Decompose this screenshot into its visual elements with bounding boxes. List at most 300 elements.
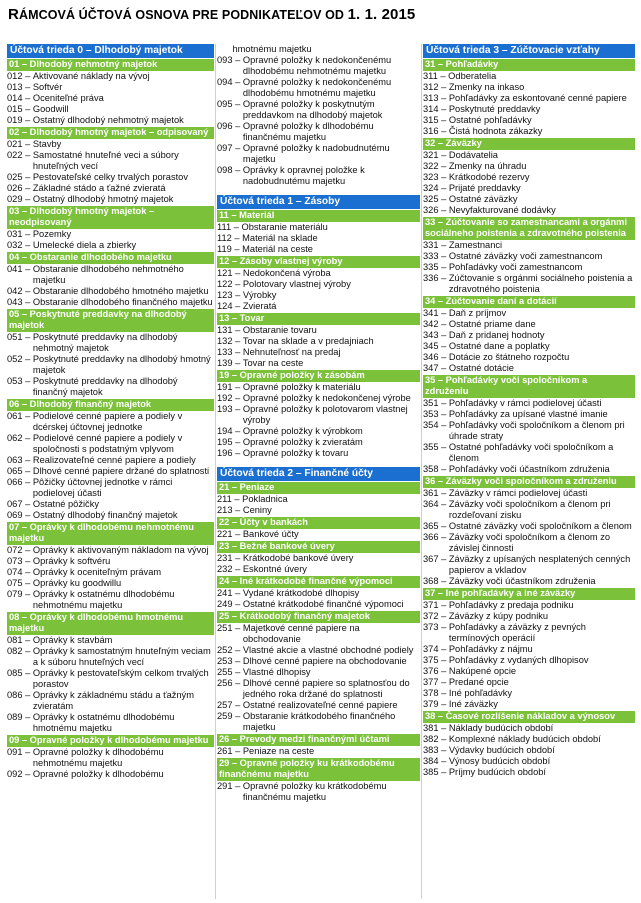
account-class-heading: Účtová trieda 0 – Dlhodobý majetok	[7, 44, 214, 58]
account-row	[423, 644, 635, 655]
account-name: Ostatné záväzky voči spoločníkom a členom	[448, 521, 632, 531]
account-code: 358 –	[423, 464, 449, 474]
account-row	[423, 341, 635, 352]
account-name: Záväzky z upísaných nesplatených cenných papierov a vkladov	[448, 554, 631, 575]
account-row	[217, 143, 420, 165]
account-row	[7, 376, 214, 398]
account-code: 192 –	[217, 393, 243, 403]
account-group-heading: 08 – Oprávky k dlhodobému hmotnému majetku	[7, 611, 214, 635]
account-name: Daň z príjmov	[448, 308, 507, 318]
account-code: 355 –	[423, 442, 449, 452]
account-code: 256 –	[217, 678, 243, 688]
account-row	[423, 734, 635, 745]
account-row	[423, 240, 635, 251]
account-row	[423, 655, 635, 666]
account-row	[423, 126, 635, 137]
page-title	[8, 6, 415, 23]
account-name: Zmenky na úhradu	[448, 161, 527, 171]
title-initial: R	[8, 6, 19, 23]
account-row	[217, 301, 420, 312]
account-name: Obstaranie dlhodobého nehmotného majetku	[32, 264, 184, 285]
account-row	[423, 600, 635, 611]
account-code: 096 –	[217, 121, 243, 131]
account-name: Ostatný dlhodobý finančný majetok	[32, 510, 178, 520]
account-code	[217, 44, 233, 55]
account-name: Pohľadávky z nájmu	[448, 644, 533, 654]
account-name: Ostatné priame dane	[448, 319, 536, 329]
account-name: Pohľadávky za eskontované cenné papiere	[448, 93, 627, 103]
account-code: 255 –	[217, 667, 243, 677]
account-row	[423, 420, 635, 442]
account-name: Pestovateľské celky trvalých porastov	[32, 172, 189, 182]
account-code: 372 –	[423, 611, 449, 621]
account-code: 072 –	[7, 545, 33, 555]
account-name: Pohľadávky voči spoločníkom a členom pri úhrade straty	[448, 420, 625, 441]
account-row	[7, 71, 214, 82]
account-row	[423, 172, 635, 183]
column-1	[7, 44, 214, 899]
column-divider	[215, 44, 216, 899]
account-name: Bankové účty	[242, 529, 299, 539]
account-name: Materiál na ceste	[242, 244, 313, 254]
account-code: 232 –	[217, 564, 243, 574]
account-name: Čistá hodnota zákazky	[448, 126, 543, 136]
account-row	[7, 466, 214, 477]
account-row	[217, 437, 420, 448]
account-row	[7, 477, 214, 499]
account-name: Tovar na ceste	[242, 358, 304, 368]
account-row	[217, 448, 420, 459]
account-name: Oprávky ku goodwillu	[32, 578, 122, 588]
account-code: 019 –	[7, 115, 33, 125]
account-row	[423, 622, 635, 644]
account-code: 374 –	[423, 644, 449, 654]
account-name: Dlhové cenné papiere na obchodovanie	[242, 656, 407, 666]
account-code: 366 –	[423, 532, 449, 542]
account-name: Tovar na sklade a v predajniach	[242, 336, 374, 346]
account-row	[423, 150, 635, 161]
account-name: Zúčtovanie s orgánmi sociálneho poistenia a zdravotného poistenia	[448, 273, 633, 294]
account-code: 231 –	[217, 553, 243, 563]
account-row	[217, 700, 420, 711]
account-name: Opravné položky k zvieratám	[242, 437, 363, 447]
account-name: Pohľadávky z predaja podniku	[448, 600, 574, 610]
account-name: Dlhové cenné papiere so splatnosťou do jedného roka držané do splatnosti	[242, 678, 410, 699]
account-code: 249 –	[217, 599, 243, 609]
account-code: 029 –	[7, 194, 33, 204]
account-name: Pohľadávky z vydaných dlhopisov	[448, 655, 589, 665]
account-name: Ostatné krátkodobé finančné výpomoci	[242, 599, 404, 609]
account-row	[217, 233, 420, 244]
account-row	[7, 82, 214, 93]
account-code: 067 –	[7, 499, 33, 509]
account-row	[423, 409, 635, 420]
account-name: Opravné položky k dlhodobému finančnému majetku	[242, 121, 374, 142]
account-code: 098 –	[217, 165, 243, 175]
account-name: Nedokončená výroba	[242, 268, 331, 278]
account-row	[423, 115, 635, 126]
account-row	[217, 678, 420, 700]
account-name: Oprávky k ostatnému dlhodobému hmotnému majetku	[32, 712, 175, 733]
account-group-heading: 11 – Materiál	[217, 209, 420, 222]
account-name: Krátkodobé rezervy	[448, 172, 530, 182]
account-code: 253 –	[217, 656, 243, 666]
account-code: 353 –	[423, 409, 449, 419]
account-code: 347 –	[423, 363, 449, 373]
account-code: 313 –	[423, 93, 449, 103]
account-name: Vydané krátkodobé dlhopisy	[242, 588, 360, 598]
account-name: Opravné položky k nadobudnutému majetku	[242, 143, 390, 164]
account-row	[423, 677, 635, 688]
account-name: Odberatelia	[448, 71, 497, 81]
account-row	[7, 150, 214, 172]
account-name: Poskytnuté preddavky na dlhodobý nehmotný majetok	[32, 332, 178, 353]
account-code: 221 –	[217, 529, 243, 539]
account-name: Komplexné náklady budúcich období	[448, 734, 601, 744]
account-code: 063 –	[7, 455, 33, 465]
account-code: 193 –	[217, 404, 243, 414]
account-code: 191 –	[217, 382, 243, 392]
account-code: 251 –	[217, 623, 243, 633]
account-name: Ostatné záväzky voči zamestnancom	[448, 251, 603, 261]
account-code: 373 –	[423, 622, 449, 632]
account-name: Opravné položky k výrobkom	[242, 426, 363, 436]
account-name: Základné stádo a ťažné zvieratá	[32, 183, 166, 193]
account-code: 211 –	[217, 494, 243, 504]
account-row	[423, 723, 635, 734]
account-code: 123 –	[217, 290, 243, 300]
account-row	[217, 746, 420, 757]
section-spacer	[217, 187, 420, 195]
account-row	[217, 325, 420, 336]
account-name: Materiál na sklade	[242, 233, 318, 243]
column-divider	[421, 44, 422, 899]
account-code: 333 –	[423, 251, 449, 261]
account-name: Oprávky k stavbám	[32, 635, 113, 645]
account-code: 364 –	[423, 499, 449, 509]
account-name: Opravné položky k dlhodobému	[32, 769, 164, 779]
account-row	[217, 244, 420, 255]
account-name: Realizovateľné cenné papiere a podiely	[32, 455, 196, 465]
account-code: 375 –	[423, 655, 449, 665]
account-row	[217, 656, 420, 667]
account-code: 092 –	[7, 769, 33, 779]
account-code: 379 –	[423, 699, 449, 709]
account-code: 325 –	[423, 194, 449, 204]
account-name: Dodávatelia	[448, 150, 498, 160]
account-row	[7, 455, 214, 466]
account-row	[217, 347, 420, 358]
account-row	[7, 286, 214, 297]
account-code: 354 –	[423, 420, 449, 430]
account-name: Vlastné akcie a vlastné obchodné podiely	[242, 645, 414, 655]
account-code: 194 –	[217, 426, 243, 436]
account-code: 124 –	[217, 301, 243, 311]
account-row	[423, 308, 635, 319]
account-code: 345 –	[423, 341, 449, 351]
account-code: 022 –	[7, 150, 33, 160]
account-code: 323 –	[423, 172, 449, 182]
account-row	[217, 529, 420, 540]
account-code: 021 –	[7, 139, 33, 149]
account-row	[217, 393, 420, 404]
account-name: Polotovary vlastnej výroby	[242, 279, 351, 289]
account-row	[423, 756, 635, 767]
account-row	[217, 44, 420, 55]
account-row	[7, 297, 214, 308]
account-row	[7, 589, 214, 611]
account-code: 257 –	[217, 700, 243, 710]
account-code: 311 –	[423, 71, 449, 81]
account-name: Obstaranie dlhodobého hmotného majetku	[32, 286, 209, 296]
account-row	[423, 194, 635, 205]
account-code: 112 –	[217, 233, 243, 243]
account-code: 132 –	[217, 336, 243, 346]
account-code: 322 –	[423, 161, 449, 171]
account-group-heading: 02 – Dlhodobý hmotný majetok – odpisovaný	[7, 126, 214, 139]
account-name: Ostatné dane a poplatky	[448, 341, 550, 351]
account-code: 111 –	[217, 222, 242, 232]
account-name: Dotácie zo štátneho rozpočtu	[448, 352, 570, 362]
account-row	[217, 99, 420, 121]
account-name: Ostatné pôžičky	[32, 499, 99, 509]
account-group-heading: 05 – Poskytnuté preddavky na dlhodobý majetok	[7, 308, 214, 332]
account-code: 384 –	[423, 756, 449, 766]
account-group-heading: 13 – Tovar	[217, 312, 420, 325]
account-row	[423, 82, 635, 93]
account-row	[217, 268, 420, 279]
account-row	[7, 229, 214, 240]
account-group-heading: 37 – Iné pohľadávky a iné záväzky	[423, 587, 635, 600]
account-code: 314 –	[423, 104, 449, 114]
account-code: 365 –	[423, 521, 449, 531]
account-code: 065 –	[7, 466, 33, 476]
account-code: 315 –	[423, 115, 449, 125]
account-name: Goodwill	[32, 104, 69, 114]
account-group-heading: 31 – Pohľadávky	[423, 58, 635, 71]
account-code: 312 –	[423, 82, 449, 92]
account-row	[7, 499, 214, 510]
account-class-heading: Účtová trieda 3 – Zúčtovacie vzťahy	[423, 44, 635, 58]
account-code: 053 –	[7, 376, 33, 386]
account-row	[423, 576, 635, 587]
account-row	[7, 769, 214, 780]
account-code: 066 –	[7, 477, 33, 487]
account-row	[217, 645, 420, 656]
account-row	[7, 115, 214, 126]
account-row	[7, 747, 214, 769]
account-row	[7, 93, 214, 104]
account-row	[7, 712, 214, 734]
title-text: ÁMCOVÁ ÚČTOVÁ OSNOVA PRE PODNIKATEĽOV OD	[18, 8, 348, 22]
account-code: 361 –	[423, 488, 449, 498]
account-name: Ostatné dotácie	[448, 363, 514, 373]
account-row	[217, 290, 420, 301]
account-code: 025 –	[7, 172, 33, 182]
account-row	[423, 273, 635, 295]
account-code: 196 –	[217, 448, 243, 458]
account-code: 324 –	[423, 183, 449, 193]
account-row	[7, 578, 214, 589]
account-name: Záväzky voči spoločníkom a členom pri rozdeľovaní zisku	[448, 499, 611, 520]
account-name: Obstaranie krátkodobého finančného majetku	[242, 711, 396, 732]
account-code: 331 –	[423, 240, 449, 250]
account-name: Poskytnuté preddavky	[448, 104, 541, 114]
account-code: 086 –	[7, 690, 33, 700]
account-name: Iné záväzky	[448, 699, 498, 709]
account-code: 081 –	[7, 635, 33, 645]
account-group-heading: 34 – Zúčtovanie daní a dotácií	[423, 295, 635, 308]
account-row	[217, 505, 420, 516]
account-row	[423, 363, 635, 374]
column-3	[423, 44, 635, 899]
account-row	[423, 499, 635, 521]
account-name: Opravné položky k materiálu	[242, 382, 361, 392]
account-row	[217, 711, 420, 733]
account-group-heading: 36 – Záväzky voči spoločníkom a združeniu	[423, 475, 635, 488]
account-name: Podielové cenné papiere a podiely v dcérskej účtovnej jednotke	[32, 411, 183, 432]
account-group-heading: 29 – Opravné položky ku krátkodobému finančnému majetku	[217, 757, 420, 781]
account-code: 241 –	[217, 588, 243, 598]
account-code: 368 –	[423, 576, 449, 586]
account-name: Oprávky k ostatnému dlhodobému nehmotnému majetku	[32, 589, 175, 610]
account-code: 291 –	[217, 781, 243, 791]
account-group-heading: 24 – Iné krátkodobé finančné výpomoci	[217, 575, 420, 588]
account-code: 377 –	[423, 677, 449, 687]
account-row	[217, 55, 420, 77]
account-row	[423, 532, 635, 554]
account-row	[423, 488, 635, 499]
account-row	[7, 354, 214, 376]
account-code: 381 –	[423, 723, 449, 733]
account-name: Opravné položky k nedokončenému dlhodobému hmotnému majetku	[242, 77, 392, 98]
account-code: 074 –	[7, 567, 33, 577]
account-row	[423, 699, 635, 710]
account-name: Pohľadávky v rámci podielovej účasti	[448, 398, 602, 408]
account-name: Oprávky k základnému stádu a ťažným zvieratám	[32, 690, 194, 711]
account-name: Stavby	[32, 139, 62, 149]
account-code: 082 –	[7, 646, 33, 656]
account-name: Ostatný dlhodobý nehmotný majetok	[32, 115, 184, 125]
account-row	[423, 611, 635, 622]
account-name: Zvieratá	[242, 301, 277, 311]
column-2	[217, 44, 420, 899]
account-code: 026 –	[7, 183, 33, 193]
account-name: Nakúpené opcie	[448, 666, 517, 676]
account-row	[7, 690, 214, 712]
account-code: 079 –	[7, 589, 33, 599]
account-code: 032 –	[7, 240, 33, 250]
account-name: Opravné položky k polotovarom vlastnej výroby	[242, 404, 408, 425]
account-code: 073 –	[7, 556, 33, 566]
account-name: Podielové cenné papiere a podiely v spoločnosti s podstatným vplyvom	[32, 433, 183, 454]
account-name: Pokladnica	[242, 494, 288, 504]
account-row	[423, 262, 635, 273]
account-row	[217, 426, 420, 437]
account-name: Opravné položky k nedokončenému dlhodobému nehmotnému majetku	[242, 55, 392, 76]
account-row	[7, 510, 214, 521]
account-code: 326 –	[423, 205, 449, 215]
account-row	[423, 71, 635, 82]
account-name: Ostatné pohľadávky	[448, 115, 532, 125]
account-row	[217, 564, 420, 575]
account-code: 061 –	[7, 411, 33, 421]
account-code: 382 –	[423, 734, 449, 744]
account-row	[217, 336, 420, 347]
account-row	[217, 588, 420, 599]
account-group-heading: 22 – Účty v bankách	[217, 516, 420, 529]
account-group-heading: 21 – Peniaze	[217, 481, 420, 494]
account-code: 131 –	[217, 325, 243, 335]
account-name: Softvér	[32, 82, 63, 92]
account-code: 133 –	[217, 347, 243, 357]
account-name: Krátkodobé bankové úvery	[242, 553, 354, 563]
account-row	[7, 635, 214, 646]
account-name: Opravné položky k nedokončenej výrobe	[242, 393, 411, 403]
account-row	[217, 77, 420, 99]
account-name: Opravné položky ku krátkodobému finančnému majetku	[242, 781, 387, 802]
account-code: 031 –	[7, 229, 33, 239]
account-row	[7, 183, 214, 194]
account-group-heading: 07 – Oprávky k dlhodobému nehmotnému majetku	[7, 521, 214, 545]
account-group-heading: 19 – Opravné položky k zásobám	[217, 369, 420, 382]
account-code: 094 –	[217, 77, 243, 87]
account-code: 042 –	[7, 286, 33, 296]
account-name: Aktivované náklady na vývoj	[32, 71, 150, 81]
account-name: Umelecké diela a zbierky	[32, 240, 137, 250]
section-spacer	[217, 459, 420, 467]
account-code: 062 –	[7, 433, 33, 443]
account-code: 316 –	[423, 126, 449, 136]
account-name: Záväzky voči spoločníkom a členom zo závislej činnosti	[448, 532, 611, 553]
account-row	[423, 161, 635, 172]
account-code: 341 –	[423, 308, 449, 318]
account-group-heading: 25 – Krátkodobý finančný majetok	[217, 610, 420, 623]
account-row	[423, 183, 635, 194]
account-code: 139 –	[217, 358, 243, 368]
account-row	[217, 358, 420, 369]
account-name: Ostatné realizovateľné cenné papiere	[242, 700, 398, 710]
title-date: 1. 1. 2015	[347, 6, 416, 23]
account-row	[217, 667, 420, 678]
account-group-heading: 03 – Dlhodobý hmotný majetok – neodpisovaný	[7, 205, 214, 229]
account-code: 376 –	[423, 666, 449, 676]
account-code: 119 –	[217, 244, 243, 254]
account-row	[423, 330, 635, 341]
account-name: Pohľadávky za upísané vlastné imanie	[448, 409, 608, 419]
account-code: 385 –	[423, 767, 449, 777]
account-name: Pohľadávky a záväzky z pevných termínových operácií	[448, 622, 586, 643]
account-row	[217, 222, 420, 233]
account-name: hmotnému majetku	[232, 44, 312, 54]
account-row	[217, 165, 420, 187]
account-name: Opravné položky k dlhodobému nehmotnému majetku	[32, 747, 164, 768]
account-name: Ostatný dlhodobý hmotný majetok	[32, 194, 174, 204]
account-name: Obstaranie tovaru	[242, 325, 317, 335]
account-code: 378 –	[423, 688, 449, 698]
account-row	[423, 464, 635, 475]
account-row	[7, 411, 214, 433]
account-name: Výnosy budúcich období	[448, 756, 551, 766]
account-name: Samostatné hnuteľné veci a súbory hnuteľných vecí	[32, 150, 179, 171]
account-code: 097 –	[217, 143, 243, 153]
account-name: Poskytnuté preddavky na dlhodobý finančný majetok	[32, 376, 178, 397]
account-group-heading: 23 – Bežné bankové úvery	[217, 540, 420, 553]
account-group-heading: 06 – Dlhodobý finančný majetok	[7, 398, 214, 411]
account-row	[217, 279, 420, 290]
account-name: Iné pohľadávky	[448, 688, 513, 698]
account-code: 069 –	[7, 510, 33, 520]
